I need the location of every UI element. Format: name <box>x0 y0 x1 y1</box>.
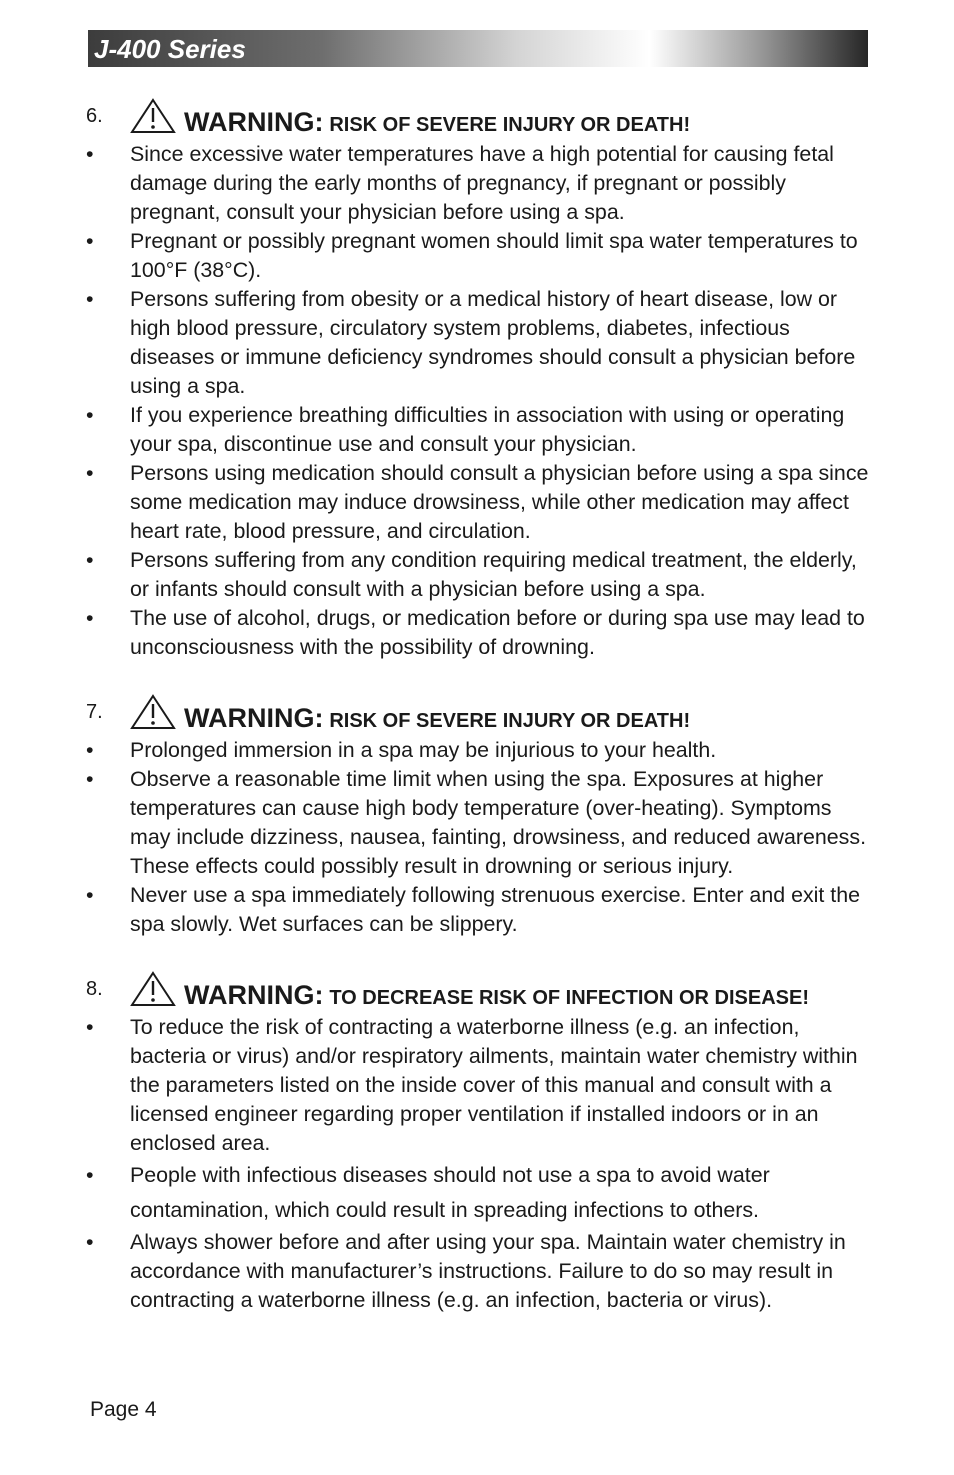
bullet: • <box>86 142 94 166</box>
list-item <box>86 227 871 285</box>
bullet: • <box>86 403 94 427</box>
list-item <box>86 459 871 546</box>
item-text: People with infectious diseases should not use a spa to avoid water contamination, which could result in spreading infections to others. <box>130 1163 770 1222</box>
bullet: • <box>86 1230 94 1254</box>
warning-list <box>86 1013 871 1315</box>
list-item <box>86 546 871 604</box>
list-item <box>86 1158 871 1228</box>
warning-triangle-icon <box>130 98 176 134</box>
list-item <box>86 1013 871 1158</box>
warning-heading <box>86 98 871 140</box>
list-item <box>86 401 871 459</box>
bullet: • <box>86 767 94 791</box>
section-number: 6. <box>86 105 103 127</box>
item-text: Since excessive water temperatures have a high potential for causing fetal damage during the early months of pregnancy, if pregnant or possibly pregnant, consult your physician before using a spa. <box>130 142 834 224</box>
warning-text: TO DECREASE RISK OF INFECTION OR DISEASE! <box>329 987 810 1009</box>
bullet: • <box>86 738 94 762</box>
item-text: Observe a reasonable time limit when using the spa. Exposures at higher temperatures can cause high body temperature (over-heating). Symptoms may include dizziness, nausea, fainting, drowsiness, and reduced awareness. These effects could possibly result in drowning or serious injury. <box>130 767 867 878</box>
warning-text: RISK OF SEVERE INJURY OR DEATH! <box>329 114 691 136</box>
warning-label: WARNING: <box>184 980 324 1010</box>
warning-section-6 <box>86 98 871 662</box>
section-number: 7. <box>86 701 103 723</box>
section-number: 8. <box>86 978 103 1000</box>
list-item <box>86 1228 871 1315</box>
item-text: Prolonged immersion in a spa may be injurious to your health. <box>130 738 717 762</box>
item-text: Persons suffering from any condition requiring medical treatment, the elderly, or infants should consult with a physician before using a spa. <box>130 548 857 601</box>
bullet: • <box>86 1015 94 1039</box>
bullet: • <box>86 606 94 630</box>
item-text: If you experience breathing difficulties in association with using or operating your spa, discontinue use and consult your physician. <box>130 403 845 456</box>
warning-text: RISK OF SEVERE INJURY OR DEATH! <box>329 710 691 732</box>
bullet: • <box>86 883 94 907</box>
warning-label: WARNING: <box>184 107 324 137</box>
warning-heading <box>86 694 871 736</box>
bullet: • <box>86 1163 94 1187</box>
warning-list <box>86 736 871 939</box>
warning-triangle-icon <box>130 694 176 730</box>
item-text: Persons suffering from obesity or a medical history of heart disease, low or high blood pressure, circulatory system problems, diabetes, infectious diseases or immune deficiency syndromes should consult a physician before using a spa. <box>130 287 856 398</box>
page-number: Page 4 <box>90 1398 157 1421</box>
warning-section-8 <box>86 971 871 1315</box>
bullet: • <box>86 461 94 485</box>
bullet: • <box>86 229 94 253</box>
list-item <box>86 765 871 881</box>
list-item <box>86 881 871 939</box>
bullet: • <box>86 548 94 572</box>
list-item <box>86 736 871 765</box>
item-text: Never use a spa immediately following strenuous exercise. Enter and exit the spa slowly. Wet surfaces can be slippery. <box>130 883 861 936</box>
item-text: Persons using medication should consult a physician before using a spa since some medication may induce drowsiness, while other medication may affect heart rate, blood pressure, and circulation. <box>130 461 869 543</box>
warning-heading <box>86 971 871 1013</box>
list-item <box>86 285 871 401</box>
item-text: Always shower before and after using your spa. Maintain water chemistry in accordance with manufacturer’s instructions. Failure to do so may result in contracting a waterborne illness (e.g. an infection, bacteria or virus). <box>130 1230 846 1312</box>
warning-label: WARNING: <box>184 703 324 733</box>
item-text: The use of alcohol, drugs, or medication before or during spa use may lead to unconsciousness with the possibility of drowning. <box>130 606 865 659</box>
warning-list <box>86 140 871 662</box>
bullet: • <box>86 287 94 311</box>
list-item <box>86 604 871 662</box>
warning-triangle-icon <box>130 971 176 1007</box>
page-content <box>86 98 871 1315</box>
list-item <box>86 140 871 227</box>
header-bar <box>88 30 868 67</box>
header-title: J-400 Series <box>94 34 246 64</box>
warning-section-7 <box>86 694 871 939</box>
item-text: To reduce the risk of contracting a waterborne illness (e.g. an infection, bacteria or virus) and/or respiratory ailments, maintain water chemistry within the parameters listed on the inside cover of this manual and consult with a licensed engineer regarding proper ventilation if installed indoors or in an enclosed area. <box>130 1015 858 1155</box>
item-text: Pregnant or possibly pregnant women should limit spa water temperatures to 100°F (38°C). <box>130 229 858 282</box>
